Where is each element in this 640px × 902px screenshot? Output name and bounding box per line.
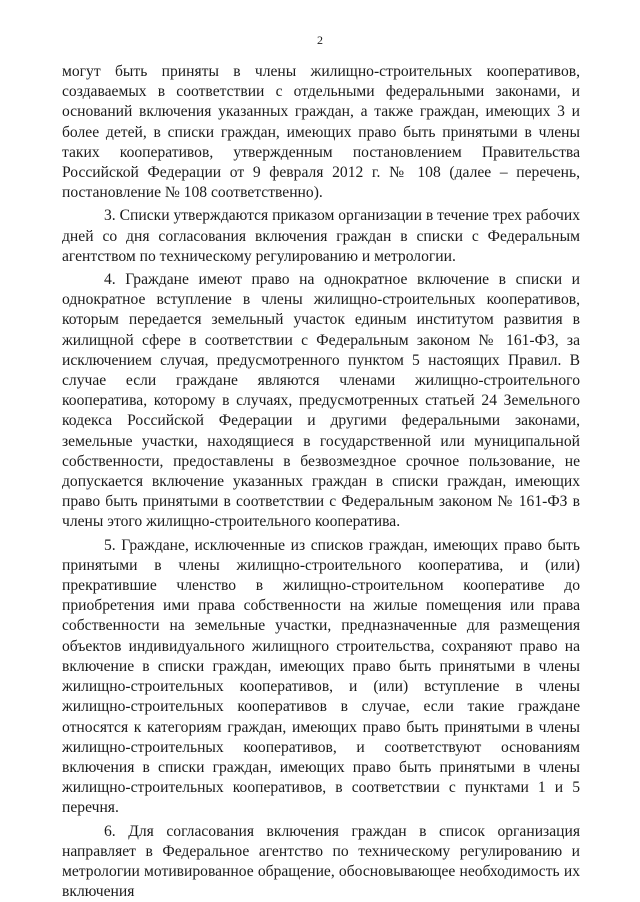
paragraph-continuation: могут быть приняты в члены жилищно-строительных кооперативов, создаваемых в соответствии с отдельными федеральными законами, и оснований включения указанных граждан, а также граждан, имеющих 3 и более детей, в списки граждан, имеющих право быть принятыми в члены таких кооперативов, утвержденным постановлением Правительства Российской Федерации от 9 февраля 2012 г. № 108 (далее – перечень, постановление № 108 соответственно). [62, 63, 580, 202]
page-number: 2 [317, 33, 323, 47]
paragraph-3: 3. Списки утверждаются приказом организации в течение трех рабочих дней со дня согласования включения граждан в списки с Федеральным агентством по техническому регулированию и метрологии. [62, 207, 580, 265]
paragraph-6: 6. Для согласования включения граждан в список организация направляет в Федеральное агентство по техническому регулированию и метрологии мотивированное обращение, обосновывающее необходимость их включения [62, 822, 580, 901]
paragraph-4: 4. Граждане имеют право на однократное включение в списки и однократное вступление в члены жилищно-строительных кооперативов, которым передается земельный участок единым институтом развития в жилищной сфере в соответствии с Федеральным законом № 161-ФЗ, за исключением случая, предусмотренного пунктом 5 настоящих Правил. В случае если граждане являются членами жилищно-строительного кооператива, которому в случаях, предусмотренных статьей 24 Земельного кодекса Российской Федерации и другими федеральными законами, земельные участки, находящиеся в государственной или муниципальной собственности, предоставлены в безвозмездное срочное пользование, не допускается включение указанных граждан в списки граждан, имеющих право быть принятыми в соответствии с Федеральным законом № 161-ФЗ в члены этого жилищно-строительного кооператива. [62, 271, 580, 531]
document-body [62, 62, 580, 902]
paragraph-5: 5. Граждане, исключенные из списков граждан, имеющих право быть принятыми в члены жилищно-строительного кооператива, и (или) прекратившие членство в жилищно-строительном кооперативе до приобретения ими права собственности на жилые помещения или права собственности на земельные участки, предназначенные для размещения объектов индивидуального жилищного строительства, сохраняют право на включение в списки граждан, имеющих право быть принятыми в члены жилищно-строительных кооперативов, и (или) вступление в члены жилищно-строительных кооперативов в случае, если такие граждане относятся к категориям граждан, имеющих право быть принятыми в члены жилищно-строительных кооперативов, и соответствуют основаниям включения в списки граждан, имеющих право быть принятыми в члены жилищно-строительных кооперативов, в соответствии с пунктами 1 и 5 перечня. [62, 536, 580, 817]
